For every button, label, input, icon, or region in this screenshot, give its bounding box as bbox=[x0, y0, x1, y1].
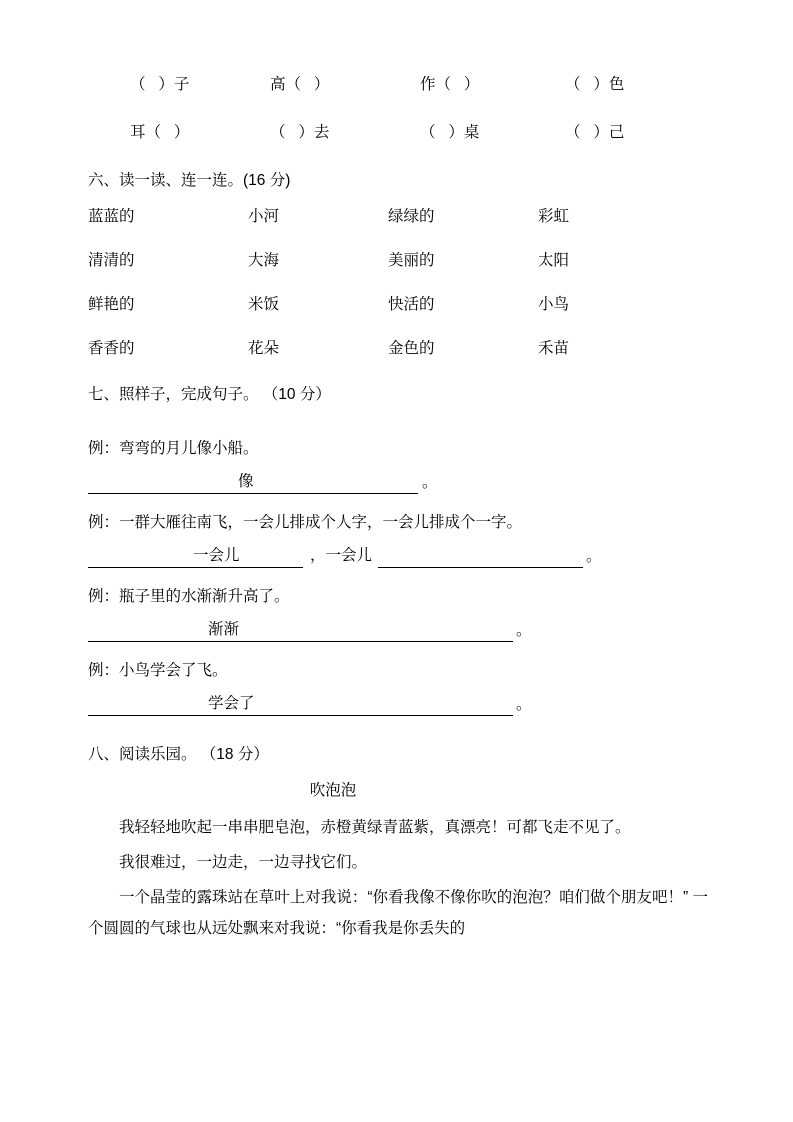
match-word: 禾苗 bbox=[538, 340, 570, 357]
question-seven bbox=[88, 382, 708, 716]
question-six bbox=[88, 168, 708, 358]
match-word: 快活的 bbox=[388, 296, 435, 313]
match-row bbox=[88, 292, 708, 314]
match-word: 绿绿的 bbox=[388, 208, 435, 225]
prompt-word: 渐渐 bbox=[208, 620, 240, 638]
match-row bbox=[88, 204, 708, 226]
prompt-word: 一会儿 bbox=[193, 546, 240, 564]
match-word: 花朵 bbox=[248, 340, 280, 357]
answer-blank[interactable] bbox=[88, 694, 708, 716]
prompt-word: 像 bbox=[238, 472, 254, 490]
answer-blank[interactable] bbox=[88, 620, 708, 642]
bracket-row bbox=[88, 72, 708, 94]
bracket-cell: 作（ ） bbox=[420, 76, 480, 93]
question-eight-heading: 八、阅读乐园。 （18 分） bbox=[88, 745, 269, 763]
match-word: 美丽的 bbox=[388, 252, 435, 269]
answer-blank[interactable] bbox=[88, 472, 708, 494]
example-sentence: 例：小鸟学会了飞。 bbox=[88, 661, 228, 679]
page-content bbox=[88, 72, 708, 948]
bracket-cell: （ ）桌 bbox=[420, 124, 480, 141]
prompt-word: 学会了 bbox=[208, 694, 255, 712]
passage-paragraph: 一个晶莹的露珠站在草叶上对我说：“你看我像不像你吹的泡泡？咱们做个朋友吧！” 一个圆圆的气球也从远处飘来对我说：“你看我是你丢失的 bbox=[88, 888, 708, 937]
passage-paragraph: 我轻轻地吹起一串串肥皂泡，赤橙黄绿青蓝紫，真漂亮！可都飞走不见了。 bbox=[119, 818, 631, 836]
bracket-cell: （ ）子 bbox=[130, 76, 190, 93]
bracket-cell: （ ）色 bbox=[565, 76, 625, 93]
match-word: 香香的 bbox=[88, 340, 135, 357]
bracket-cell: （ ）己 bbox=[565, 124, 625, 141]
answer-blank[interactable] bbox=[88, 546, 708, 568]
match-row bbox=[88, 248, 708, 270]
sentence-period: 。 bbox=[422, 473, 438, 491]
match-word: 太阳 bbox=[538, 252, 570, 269]
example-sentence: 例：弯弯的月儿像小船。 bbox=[88, 439, 259, 457]
question-seven-heading: 七、照样子，完成句子。 （10 分） bbox=[88, 386, 331, 403]
sentence-period: 。 bbox=[516, 621, 532, 639]
match-word: 小鸟 bbox=[538, 296, 570, 313]
match-word: 鲜艳的 bbox=[88, 296, 135, 313]
example-sentence: 例：一群大雁往南飞，一会儿排成个人字，一会儿排成个一字。 bbox=[88, 513, 523, 531]
match-word: 蓝蓝的 bbox=[88, 208, 135, 225]
prompt-word-mid: ，一会儿 bbox=[310, 546, 373, 564]
match-word: 金色的 bbox=[388, 340, 435, 357]
match-word: 米饭 bbox=[248, 296, 280, 313]
bracket-cell: （ ）去 bbox=[270, 124, 330, 141]
sentence-period: 。 bbox=[586, 547, 602, 565]
match-word: 清清的 bbox=[88, 252, 135, 269]
bracket-row bbox=[88, 120, 708, 142]
question-eight bbox=[88, 742, 708, 944]
passage-title: 吹泡泡 bbox=[309, 781, 357, 799]
match-word: 小河 bbox=[248, 208, 280, 225]
bracket-fill-block bbox=[88, 72, 708, 142]
match-row bbox=[88, 336, 708, 358]
passage-paragraph: 我很难过，一边走，一边寻找它们。 bbox=[119, 853, 368, 871]
bracket-cell: 高（ ） bbox=[270, 76, 330, 93]
sentence-period: 。 bbox=[516, 695, 532, 713]
bracket-cell: 耳（ ） bbox=[130, 124, 190, 141]
match-word: 大海 bbox=[248, 252, 280, 269]
example-sentence: 例：瓶子里的水渐渐升高了。 bbox=[88, 587, 290, 605]
question-six-heading: 六、读一读、连一连。(16 分) bbox=[88, 172, 291, 189]
match-word: 彩虹 bbox=[538, 208, 570, 225]
